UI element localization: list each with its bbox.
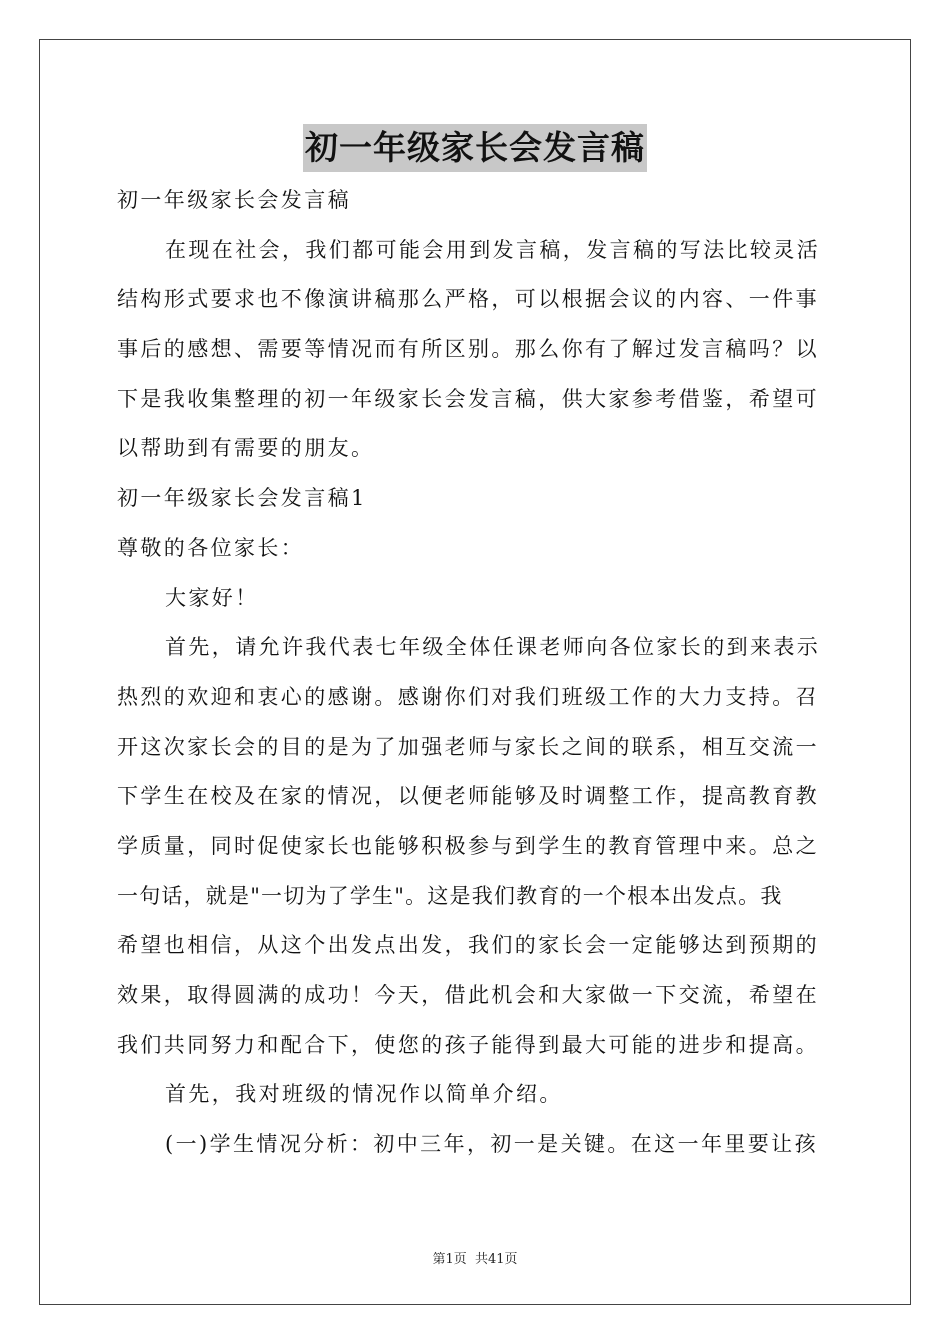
body-line: 在现在社会，我们都可能会用到发言稿，发言稿的写法比较灵活 (165, 237, 821, 262)
body-line: 初一年级家长会发言稿 (117, 188, 351, 212)
page-total: 共41页 (474, 1252, 518, 1267)
body-line: 效果，取得圆满的成功！今天，借此机会和大家做一下交流，希望在 (117, 983, 819, 1007)
body-line: 下是我收集整理的初一年级家长会发言稿，供大家参考借鉴，希望可 (117, 386, 819, 411)
body-line: 我们共同努力和配合下，使您的孩子能得到最大可能的进步和提高。 (117, 1032, 819, 1057)
page-number: 第1页 (432, 1252, 467, 1267)
document-title: 初一年级家长会发言稿 (303, 124, 647, 172)
body-line: 事后的感想、需要等情况而有所区别。那么你有了解过发言稿吗？以 (117, 337, 819, 362)
body-line: 开这次家长会的目的是为了加强老师与家长之间的联系，相互交流一 (117, 734, 819, 759)
document-body (117, 176, 833, 1170)
body-line: 以帮助到有需要的朋友。 (117, 436, 375, 461)
body-line: 首先，请允许我代表七年级全体任课老师向各位家长的到来表示 (165, 635, 821, 660)
body-line: 首先，我对班级的情况作以简单介绍。 (165, 1082, 563, 1107)
body-line: 学质量，同时促使家长也能够积极参与到学生的教育管理中来。总之 (117, 833, 819, 858)
body-line: 希望也相信，从这个出发点出发，我们的家长会一定能够达到预期的 (117, 933, 819, 958)
salutation: 尊敬的各位家长： (117, 535, 305, 560)
title-area (0, 124, 950, 172)
section-heading: 初一年级家长会发言稿1 (117, 486, 367, 511)
greeting: 大家好！ (165, 585, 259, 610)
body-line: (一)学生情况分析：初中三年，初一是关键。在这一年里要让孩 (165, 1132, 818, 1157)
body-line: 下学生在校及在家的情况，以便老师能够及时调整工作，提高教育教 (117, 784, 819, 809)
page-footer (0, 1248, 950, 1267)
body-line: 结构形式要求也不像演讲稿那么严格，可以根据会议的内容、一件事 (117, 287, 819, 312)
body-line: 热烈的欢迎和衷心的感谢。感谢你们对我们班级工作的大力支持。召 (117, 684, 819, 709)
body-line: 一句话，就是"一切为了学生"。这是我们教育的一个根本出发点。我 (117, 883, 783, 908)
